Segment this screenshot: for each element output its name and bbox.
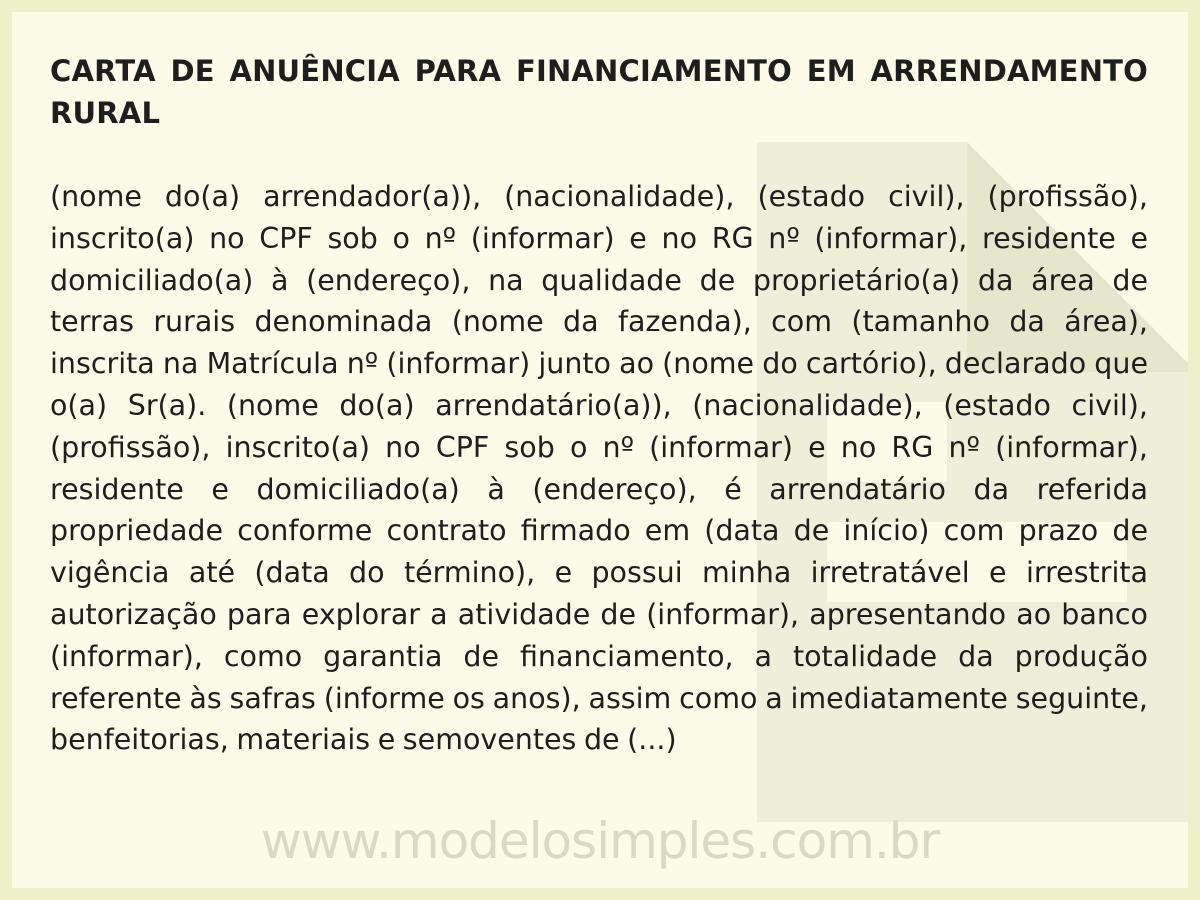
document-content <box>50 50 1148 761</box>
document-title: CARTA DE ANUÊNCIA PARA FINANCIAMENTO EM ARRENDAMENTO RURAL <box>50 54 1148 130</box>
watermark-url: www.modelosimples.com.br <box>260 812 940 870</box>
document-page <box>12 12 1188 888</box>
document-body: (nome do(a) arrendador(a)), (nacionalidade), (estado civil), (profissão), inscrito(a) no CPF sob o nº (informar) e no RG nº (informar), residente e domiciliado(a) à (endereço), na qualidade de proprietário(a) da área de terras rurais denominada (nome da fazenda), com (tamanho da área), inscrita na Matrícula nº (informar) junto ao (nome do cartório), declarado que o(a) Sr(a). (nome do(a) arrendatário(a)), (nacionalidade), (estado civil), (profissão), inscrito(a) no CPF sob o nº (informar) e no RG nº (informar), residente e domiciliado(a) à (endereço), é arrendatário da referida propriedade conforme contrato firmado em (data de início) com prazo de vigência até (data do término), e possui minha irretratável e irrestrita autorização para explorar a atividade de (informar), apresentando ao banco (informar), como garantia de financiamento, a totalidade da produção referente às safras (informe os anos), assim como a imediatamente seguinte, benfeitorias, materiais e semoventes de (...) <box>50 180 1148 757</box>
